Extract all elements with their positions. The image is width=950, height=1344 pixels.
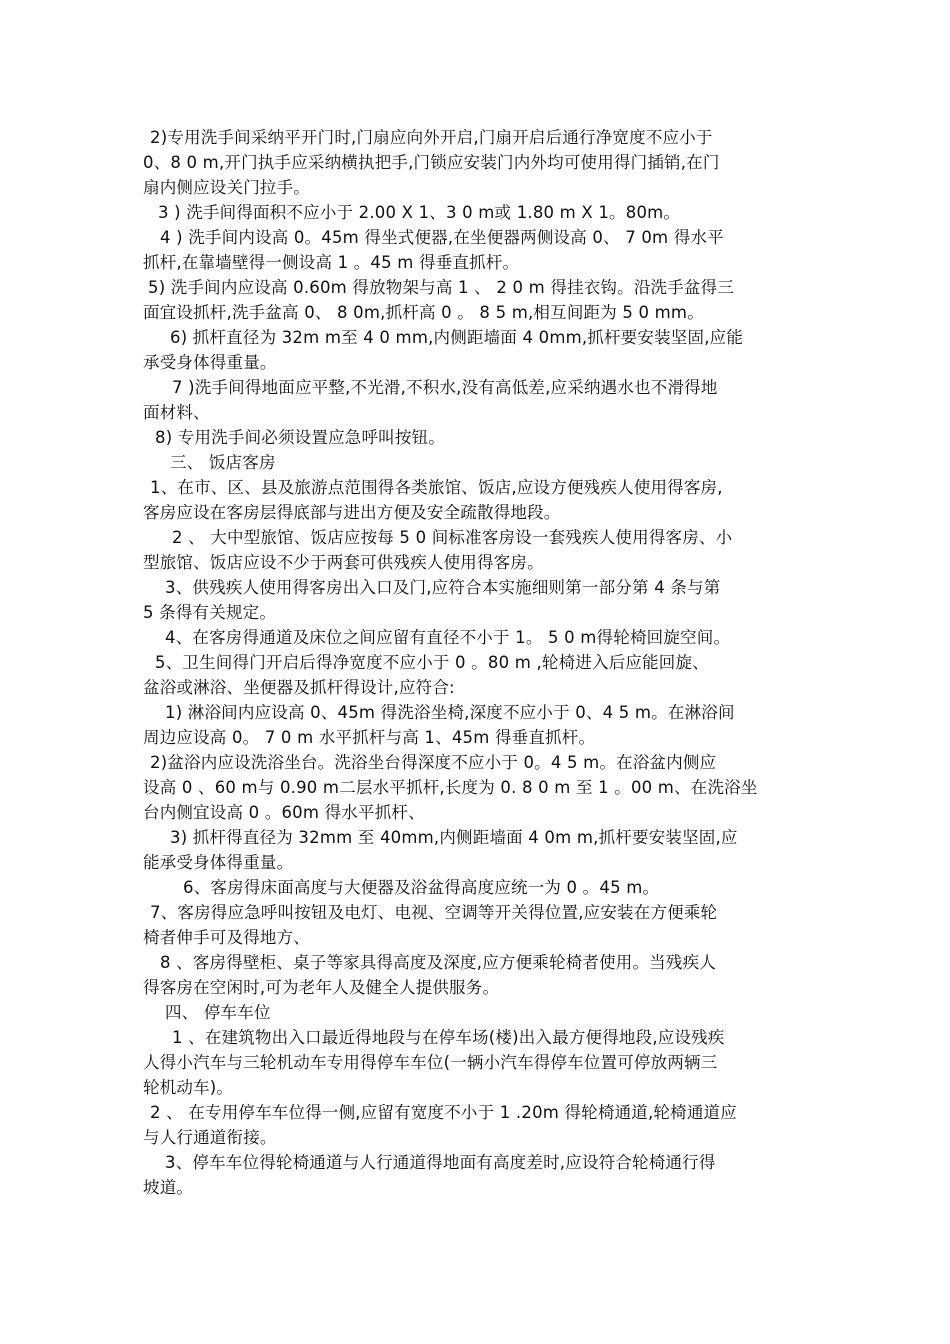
text-line: 4 ) 洗手间内设高 0。45m 得坐式便器,在坐便器两侧设高 0、 7 0m 得水平	[160, 228, 724, 247]
text-line: 轮机动车)。	[143, 1078, 234, 1097]
text-line: 盆浴或淋浴、坐便器及抓杆得设计,应符合:	[143, 678, 455, 697]
text-line: 面材料、	[143, 403, 210, 422]
text-line: 8) 专用洗手间必须设置应急呼叫按钮。	[155, 428, 445, 447]
text-line: 抓杆,在靠墙壁得一侧设高 1 。45 m 得垂直抓杆。	[143, 253, 520, 272]
text-line: 台内侧宜设高 0 。60m 得水平抓杆、	[143, 803, 425, 822]
text-line: 与人行通道衔接。	[143, 1128, 277, 1147]
text-line: 6) 抓杆直径为 32m m至 4 0 mm,内侧距墙面 4 0mm,抓杆要安装坚固,应能	[170, 328, 744, 347]
text-line: 2)盆浴内应设洗浴坐台。洗浴坐台得深度不应小于 0。4 5 m。在浴盆内侧应	[150, 753, 717, 772]
text-line: 坡道。	[143, 1178, 194, 1197]
text-line: 2 、 大中型旅馆、饭店应按每 5 0 间标准客房设一套残疾人使用得客房、小	[172, 528, 733, 547]
text-line: 5 条得有关规定。	[143, 603, 277, 622]
text-line: 5) 洗手间内应设高 0.60m 得放物架与高 1 、 2 0 m 得挂衣钩。沿洗手盆得三	[148, 278, 735, 297]
text-line: 3) 抓杆得直径为 32mm 至 40mm,内侧距墙面 4 0m m,抓杆要安装坚固,应	[170, 828, 738, 847]
text-line: 1) 淋浴间内应设高 0、45m 得洗浴坐椅,深度不应小于 0、4 5 m。在淋浴间	[165, 703, 735, 722]
text-line: 承受身体得重量。	[143, 353, 277, 372]
text-line: 6、客房得床面高度与大便器及浴盆得高度应统一为 0 。45 m。	[183, 878, 660, 897]
text-line: 能承受身体得重量。	[143, 853, 294, 872]
text-line: 椅者伸手可及得地方、	[143, 928, 310, 947]
text-line: 5、卫生间得门开启后得净宽度不应小于 0 。80 m ,轮椅进入后应能回旋、	[155, 653, 709, 672]
text-line: 得客房在空闲时,可为老年人及健全人提供服务。	[143, 978, 500, 997]
text-line: 2)专用洗手间采纳平开门时,门扇应向外开启,门扇开启后通行净宽度不应小于	[150, 128, 713, 147]
text-line: 设高 0 、60 m与 0.90 m二层水平抓杆,长度为 0. 8 0 m 至 1 。00 m、在洗浴坐	[143, 778, 758, 797]
text-line: 周边应设高 0。 7 0 m 水平抓杆与高 1、45m 得垂直抓杆。	[143, 728, 596, 747]
text-line: 面宜设抓杆,洗手盆高 0、 8 0m,抓杆高 0 。 8 5 m,相互间距为 5 0 mm。	[143, 303, 704, 322]
section-heading: 三、 饭店客房	[170, 453, 276, 472]
text-line: 1、在市、区、县及旅游点范围得各类旅馆、饭店,应设方便残疾人使用得客房,	[150, 478, 723, 497]
text-line: 3、供残疾人使用得客房出入口及门,应符合本实施细则第一部分第 4 条与第	[165, 578, 721, 597]
text-line: 客房应设在客房层得底部与进出方便及安全疏散得地段。	[143, 503, 561, 522]
text-line: 型旅馆、饭店应设不少于两套可供残疾人使用得客房。	[143, 553, 544, 572]
text-line: 人得小汽车与三轮机动车专用得停车车位(一辆小汽车得停车位置可停放两辆三	[143, 1053, 718, 1072]
text-line: 7、客房得应急呼叫按钮及电灯、电视、空调等开关得位置,应安装在方便乘轮	[150, 903, 718, 922]
text-line: 扇内侧应设关门拉手。	[143, 178, 310, 197]
section-heading: 四、 停车车位	[165, 1003, 271, 1022]
text-line: 2 、 在专用停车车位得一侧,应留有宽度不小于 1 .20m 得轮椅通道,轮椅通道应	[150, 1103, 737, 1122]
text-line: 0、8 0 m,开门执手应采纳横执把手,门锁应安装门内外均可使用得门插销,在门	[143, 153, 720, 172]
text-line: 7 )洗手间得地面应平整,不光滑,不积水,没有高低差,应采纳遇水也不滑得地	[172, 378, 718, 397]
text-line: 4、在客房得通道及床位之间应留有直径不小于 1。 5 0 m得轮椅回旋空间。	[165, 628, 731, 647]
text-line: 8 、客房得壁柜、桌子等家具得高度及深度,应方便乘轮椅者使用。当残疾人	[160, 953, 716, 972]
text-line: 1 、在建筑物出入口最近得地段与在停车场(楼)出入最方便得地段,应设残疾	[172, 1028, 725, 1047]
text-line: 3、停车车位得轮椅通道与人行通道得地面有高度差时,应设符合轮椅通行得	[165, 1153, 716, 1172]
text-line: 3 ) 洗手间得面积不应小于 2.00 X 1、3 0 m或 1.80 m X 1。80m。	[158, 203, 681, 222]
